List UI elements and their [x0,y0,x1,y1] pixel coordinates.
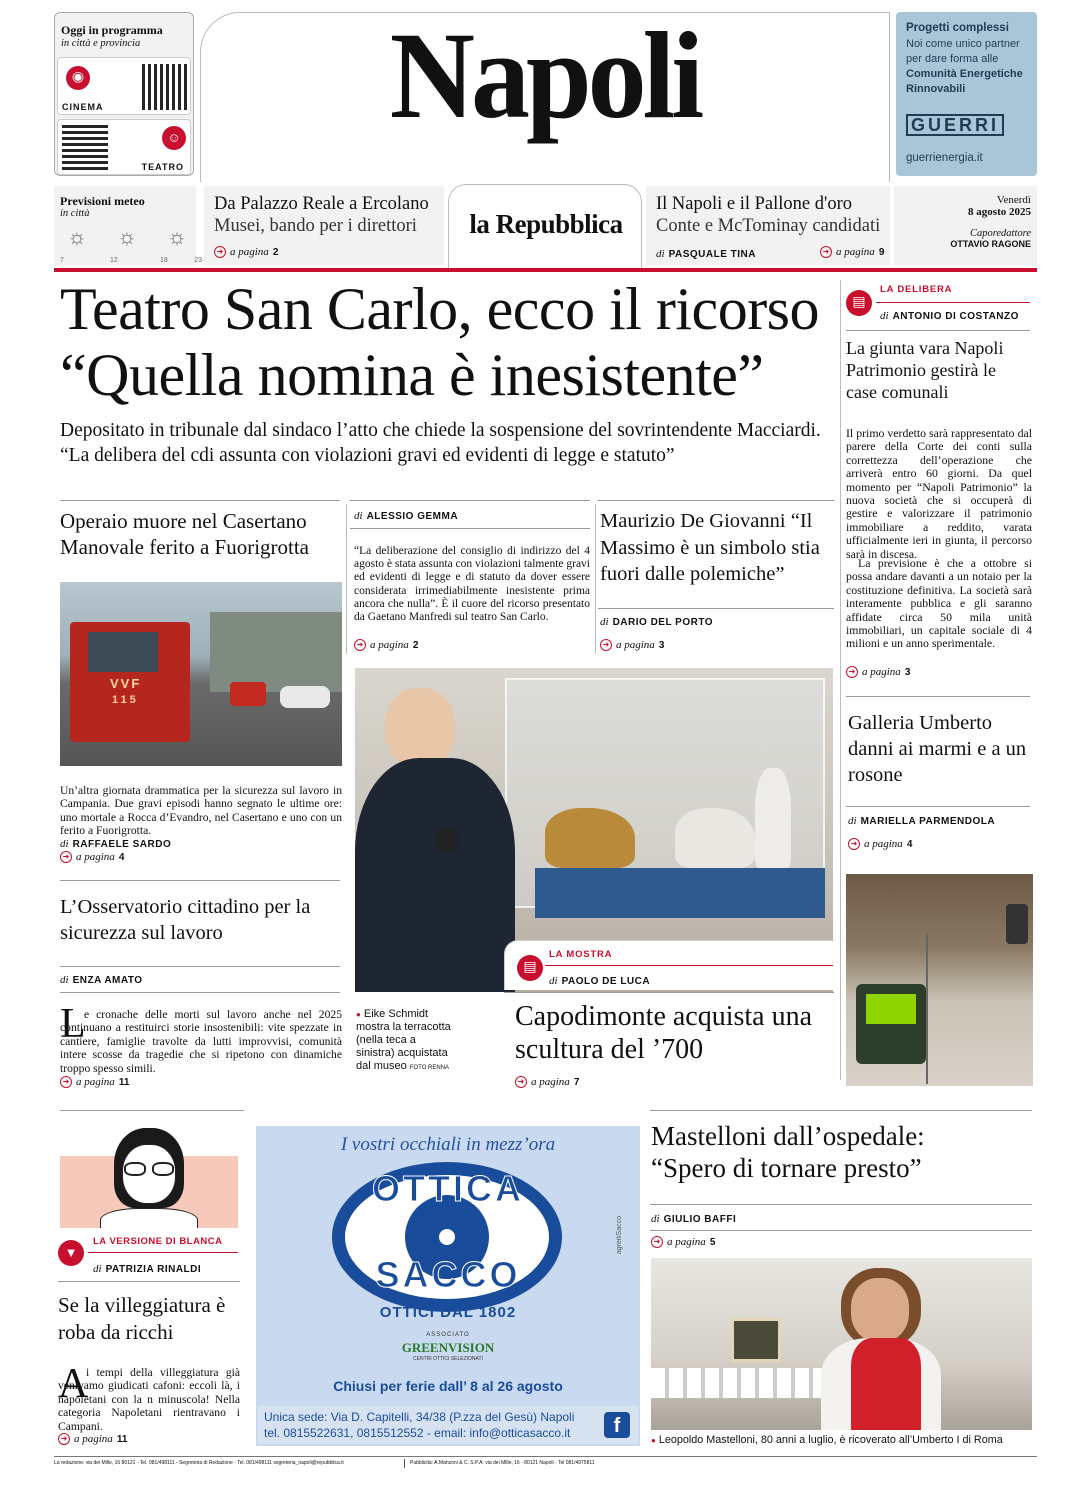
divider [846,696,1030,697]
qr-code-icon [142,64,188,110]
blanca-portrait [60,1122,238,1228]
blanca-page[interactable]: ➜ a pagina 11 [58,1433,127,1445]
mastelloni-byline: di GIULIO BAFFI [651,1213,737,1225]
blanca-kicker: LA VERSIONE DI BLANCA [93,1236,223,1247]
arrow-right-icon: ➜ [820,246,832,258]
ad-address: Unica sede: Via D. Capitelli, 34/38 (P.zza del Gesù) Napoli [264,1410,575,1424]
ad-green-sub: CENTRI OTTICI SELEZIONATI [413,1356,483,1362]
mastelloni-caption: ● Leopoldo Mastelloni, 80 anni a luglio, è ricoverato all’Umberto I di Roma [651,1434,1003,1446]
strip-right-sub: Conte e McTominay candidati [656,216,881,236]
divider [350,500,590,501]
lead-byline: di ALESSIO GEMMA [354,510,459,522]
strip-left-page[interactable]: ➜ a pagina 2 [214,246,278,258]
strip-right-page[interactable]: ➜ a pagina 9 [820,246,884,258]
mastelloni-headline[interactable]: Mastelloni dall’ospedale: [651,1121,925,1151]
footer-rule [54,1456,1037,1457]
newspaper-icon: ▤ [517,955,543,981]
mastelloni-photo [651,1258,1032,1430]
strip-left-story[interactable] [204,186,444,266]
ad-guerri[interactable] [896,12,1037,176]
mostra-caption: ● Eike Schmidt mostra la terracotta (nella teca a sinistra) acquistata dal museo FOTO RENNA [356,1008,451,1072]
ad-brand-bottom: SACCO [375,1254,521,1295]
ad-brand-top: OTTICA [372,1168,524,1209]
arrow-right-icon: ➜ [515,1076,527,1088]
capo-label: Caporedattore [969,228,1031,239]
strip-right-byline: di PASQUALE TINA [656,248,756,260]
mastelloni-page[interactable]: ➜ a pagina 5 [651,1236,715,1248]
masthead-title: Napoli [389,6,701,145]
delibera-page[interactable]: ➜ a pagina 3 [846,666,910,678]
qr-code-icon [62,124,108,170]
ad-tagline: I vostri occhiali in mezz’ora [340,1134,556,1155]
divider [60,1110,244,1111]
arrow-right-icon: ➜ [848,838,860,850]
cinema-label: CINEMA [62,102,104,112]
theater-mask-icon: ☺ [162,126,186,150]
divider [846,806,1030,807]
bullet-icon: ● [356,1010,361,1019]
ad-ferie: Chiusi per ferie dall’ 8 al 26 agosto [333,1378,563,1394]
column-divider [840,280,841,1080]
programma-box [54,12,194,176]
galleria-byline: di MARIELLA PARMENDOLA [848,815,996,827]
arrow-right-icon: ➜ [651,1236,663,1248]
mastelloni-headline-quote[interactable]: “Spero di tornare presto” [651,1153,922,1183]
strip-right-title: Il Napoli e il Pallone d'oro [656,194,853,214]
divider [598,608,834,609]
osservatorio-headline[interactable]: L’Osservatorio cittadino per la sicurezza sul lavoro [60,896,311,944]
fire-truck-photo [60,582,342,766]
ad-guerri-text: Noi come unico partner per dare forma alle [906,38,1020,65]
footer-pubblicita: Pubblicità: A.Manzoni & C. S.P.A. via dei Mille, 16 - 80121 Napoli - Tel 081/4975811 [410,1460,595,1466]
divider [60,880,340,881]
ice-cream-icon: ▼ [58,1240,84,1266]
ad-green: GREENVISION [401,1340,495,1355]
lead-quote: “La deliberazione del consiglio di indirizzo del 4 agosto è stata assunta con violazioni talmente gravi ed evidenti di legge e di statuto da dover essere considerata irrimediabilmente inesistente prima ancora che nulla”. È il cuore del ricorso presentato da Gaetano Manfredi sul teatro San Carlo. [354,545,590,624]
truck-code: VVF [110,676,142,691]
osservatorio-text: e cronache delle morti sul lavoro anche nel 2025 continuano a restituirci storie insostenibili: vite spezzate in cantiere, famiglie travolte da lutti improvvisi, comunità intere scosse da tragedie che si ripetono con dinamiche troppo spesso simili. [60,1008,342,1075]
ad-guerri-url[interactable]: guerrienergia.it [906,152,983,164]
ad-ottica-sacco[interactable] [256,1126,640,1446]
osservatorio-dropcap: L [60,1001,86,1047]
lead-deck: Depositato in tribunale dal sindaco l’atto che chiede la sospensione del sovrintendente Macciardi. “La delibera del cdi assunta con violazioni gravi ed evidenti di legge e statuto” [60,420,821,466]
divider [350,528,590,529]
repubblica-logo-box [448,184,642,268]
mostra-headline[interactable]: Capodimonte acquista una scultura del ’700 [515,1001,813,1065]
galleria-photo [846,874,1033,1086]
mostra-kicker: LA MOSTRA [549,949,613,960]
divider [60,992,340,993]
footer-redazione: La redazione: via dei Mille, 16 80121 - Tel. 081/498111 - Segreteria di Redazione - Tel. 081/498111 segreteria_napoli@repubblica.it [54,1460,344,1466]
blanca-dropcap: A [58,1361,89,1407]
meteo-forecast [60,224,202,264]
divider [650,1204,1032,1205]
mostra-byline: di PAOLO DE LUCA [549,975,651,987]
programma-title: Oggi in programma [61,23,163,37]
column-divider [346,504,347,654]
sun-icon: ☼ 18 23 [160,224,202,264]
arrow-right-icon: ➜ [214,246,226,258]
meteo-sub: in città [60,208,90,219]
teatro-label: TEATRO [141,162,184,172]
divider [60,966,340,967]
ad-contacts: tel. 0815522631, 0815512552 - email: info@otticasacco.it [264,1426,571,1440]
mostra-kicker-box [504,940,834,990]
date-box [894,186,1037,266]
sun-icon: ☼ 7 [60,224,88,264]
delibera-text-2: La previsione è che a ottobre si possa andare davanti a un notaio per la costituzione definitiva. La società sarà interamente pubblica e gli saranno affidate circa 50 mila unità immobiliari, un capitale sociale di 4 milioni e un anno sperimentale. [846,556,1032,651]
column-divider [595,504,596,654]
strip-red-rule [54,268,1037,272]
operaio-headline[interactable]: Operaio muore nel Casertano Manovale ferito a Fuorigrotta [60,509,310,559]
degiovanni-page[interactable]: ➜ a pagina 3 [600,639,664,651]
ad-guerri-title: Progetti complessi [906,22,1009,34]
microphone-icon [435,828,459,852]
arrow-right-icon: ➜ [58,1433,70,1445]
galleria-headline[interactable]: Galleria Umberto danni ai marmi e a un rosone [848,712,1027,786]
arrow-right-icon: ➜ [600,639,612,651]
divider [60,500,340,501]
arrow-right-icon: ➜ [60,1076,72,1088]
strip-right-story[interactable] [646,186,890,266]
osservatorio-byline: di ENZA AMATO [60,974,143,986]
delibera-byline: di ANTONIO DI COSTANZO [880,310,1019,322]
truck-number: 115 [112,694,139,706]
arrow-right-icon: ➜ [354,639,366,651]
sun-icon: ☼ 12 [110,224,138,264]
film-reel-icon: ◉ [66,66,90,90]
operaio-text: Un’altra giornata drammatica per la sicurezza sul lavoro in Campania. Due gravi episodi hanno segnato le ultime ore: uno mortale a Rocca d’Evandro, nel Casertano e uno con un ferito a Fuorigrotta. [60,784,342,838]
degiovanni-byline: di DARIO DEL PORTO [600,616,714,628]
blanca-headline[interactable]: Se la villeggiatura è roba da ricchi [58,1293,226,1344]
blanca-text: i tempi della villeggiatura già venivamo giudicati cafoni: eccoli là, i napoletani con la n minuscola! Nella categoria Napoletani rientravano i Campani. [58,1366,240,1433]
divider [650,1110,1032,1111]
arrow-right-icon: ➜ [846,666,858,678]
ad-side-mark: agreiliSacco [616,1216,623,1255]
divider [598,500,834,501]
ad-guerri-bold: Comunità Energetiche Rinnovabili [906,68,1023,95]
date-day: Venerdì [996,194,1031,206]
operaio-byline: di RAFFAELE SARDO [60,838,172,850]
delibera-kicker: LA DELIBERA [880,284,953,295]
osservatorio-page[interactable]: ➜ a pagina 11 [60,1076,129,1088]
blanca-byline: di PATRIZIA RINALDI [93,1263,202,1275]
strip-left-title: Da Palazzo Reale a Ercolano [214,194,429,214]
arrow-right-icon: ➜ [60,851,72,863]
ad-since: OTTICI DAL 1802 [379,1304,517,1321]
facebook-icon[interactable]: f [604,1412,630,1438]
footer-divider [404,1459,405,1468]
divider [58,1281,240,1282]
divider [504,992,834,993]
degiovanni-headline[interactable]: Maurizio De Giovanni “Il Massimo è un simbolo stia fuori dalle polemiche” [600,510,820,585]
ad-guerri-logo: GUERRI [906,114,1004,136]
divider [650,1230,1032,1231]
delibera-headline: La giunta vara Napoli Patrimonio gestirà le case comunali [846,338,1004,402]
repubblica-logo: la Repubblica [469,209,623,239]
meteo-title: Previsioni meteo [60,194,145,208]
date-full: 8 agosto 2025 [968,206,1031,218]
teatro-panel[interactable] [57,119,191,175]
meteo-box [54,186,202,266]
lead-headline-quote[interactable]: “Quella nomina è inesistente” [60,342,764,408]
lead-page[interactable]: ➜ a pagina 2 [354,639,418,651]
programma-sub: in città e provincia [61,38,141,49]
galleria-page[interactable]: ➜ a pagina 4 [848,838,912,850]
capo-name: OTTAVIO RAGONE [950,239,1031,249]
mostra-page[interactable]: ➜ a pagina 7 [515,1076,579,1088]
cinema-panel[interactable] [57,57,191,115]
strip-left-sub: Musei, bando per i direttori [214,216,417,236]
ad-assoc: ASSOCIATO [426,1332,470,1338]
newspaper-icon: ▤ [846,290,872,316]
operaio-page[interactable]: ➜ a pagina 4 [60,851,124,863]
delibera-text-1: Il primo verdetto sarà rappresentato dal parere della Corte dei conti sulla correttezza dell’operazione che arriverà entro 60 giorni. Da quel momento per “Napoli Patrimonio” la nuova società che si occuperà di gestire e valorizzare il patrimonio immobiliare a reddito, varata ufficialmente ieri in giunta, il percorso sarà in discesa. [846,426,1032,561]
bullet-icon: ● [651,1436,656,1445]
lead-headline[interactable]: Teatro San Carlo, ecco il ricorso [60,276,820,342]
